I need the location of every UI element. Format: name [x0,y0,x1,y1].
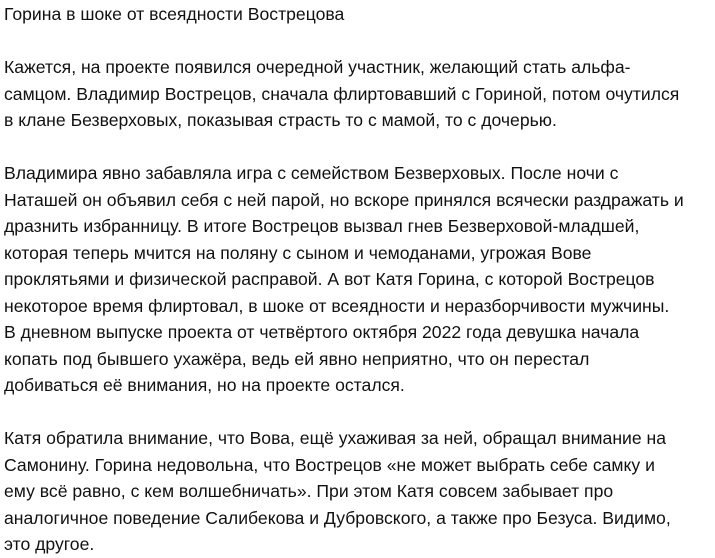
paragraph-line: Самонину. Горина недовольна, что Вострецов «не может выбрать себе самку и [4,454,655,475]
paragraph-line: проклятьями и физической расправой. А вот Катя Горина, с которой Вострецов [4,269,655,289]
paragraph-line: добиваться её внимания, но на проекте остался. [4,375,405,395]
article-title: Горина в шоке от всеядности Вострецова [4,4,345,24]
paragraph-line: аналогичное поведение Салибекова и Дубровского, а также про Безуса. Видимо, [4,507,671,528]
paragraph-line: самцом. Владимир Вострецов, сначала флиртовавший с Гориной, потом очутился [4,83,680,104]
paragraph-line: ему всё равно, с кем волшебничать». При этом Катя совсем забывает про [4,481,614,501]
paragraph-line: копать под бывшего ухажёра, ведь ей явно неприятно, что он перестал [4,348,590,369]
paragraph-line: Кажется, на проекте появился очередной участник, желающий стать альфа- [4,57,631,77]
paragraph-2 [4,160,711,399]
paragraph-line: Катя обратила внимание, что Вова, ещё ухаживая за ней, обращал внимание на [4,428,667,448]
paragraph-line: В дневном выпуске проекта от четвёртого октября 2022 года девушка начала [4,322,640,342]
paragraph-gap [4,399,711,426]
paragraph-gap [4,134,711,161]
paragraph-gap [4,28,711,55]
paragraph-line: Наташей он объявил себя с ней парой, но вскоре принялся всячески раздражать и [4,189,684,210]
paragraph-line: в клане Безверховых, показывая страсть то с мамой, то с дочерью. [4,110,557,130]
paragraph-line: некоторое время флиртовал, в шоке от всеядности и неразборчивости мужчины. [4,295,670,316]
paragraph-line: которая теперь мчится на поляну с сыном и чемоданами, угрожая Вове [4,242,592,263]
paragraph-line: Владимира явно забавляла игра с семейством Безверховых. После ночи с [4,163,619,183]
paragraph-line: это другое. [4,534,95,554]
paragraph-3 [4,425,711,558]
paragraph-line: дразнить избранницу. В итоге Вострецов вызвал гнев Безверховой-младшей, [4,216,640,236]
paragraph-1 [4,54,711,134]
